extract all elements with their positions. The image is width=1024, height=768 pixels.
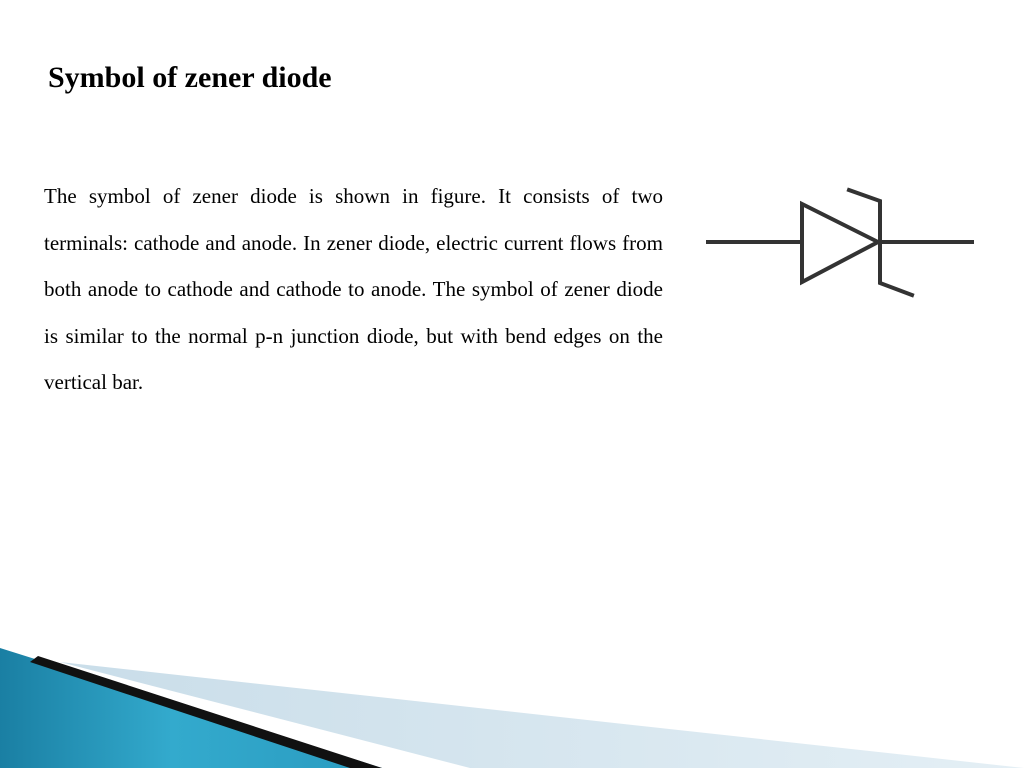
- diode-triangle: [802, 204, 878, 282]
- slide-title: Symbol of zener diode: [48, 61, 332, 94]
- slide-body-text: The symbol of zener diode is shown in figure. It consists of two terminals: cathode and anode. In zener diode, electric current flows from both anode to cathode and cathode to anode. The symbol of zener diode is similar to the normal p-n junction diode, but with bend edges on the vertical bar.: [44, 184, 663, 394]
- corner-decoration: [0, 600, 1024, 768]
- zener-diode-symbol: [700, 180, 980, 305]
